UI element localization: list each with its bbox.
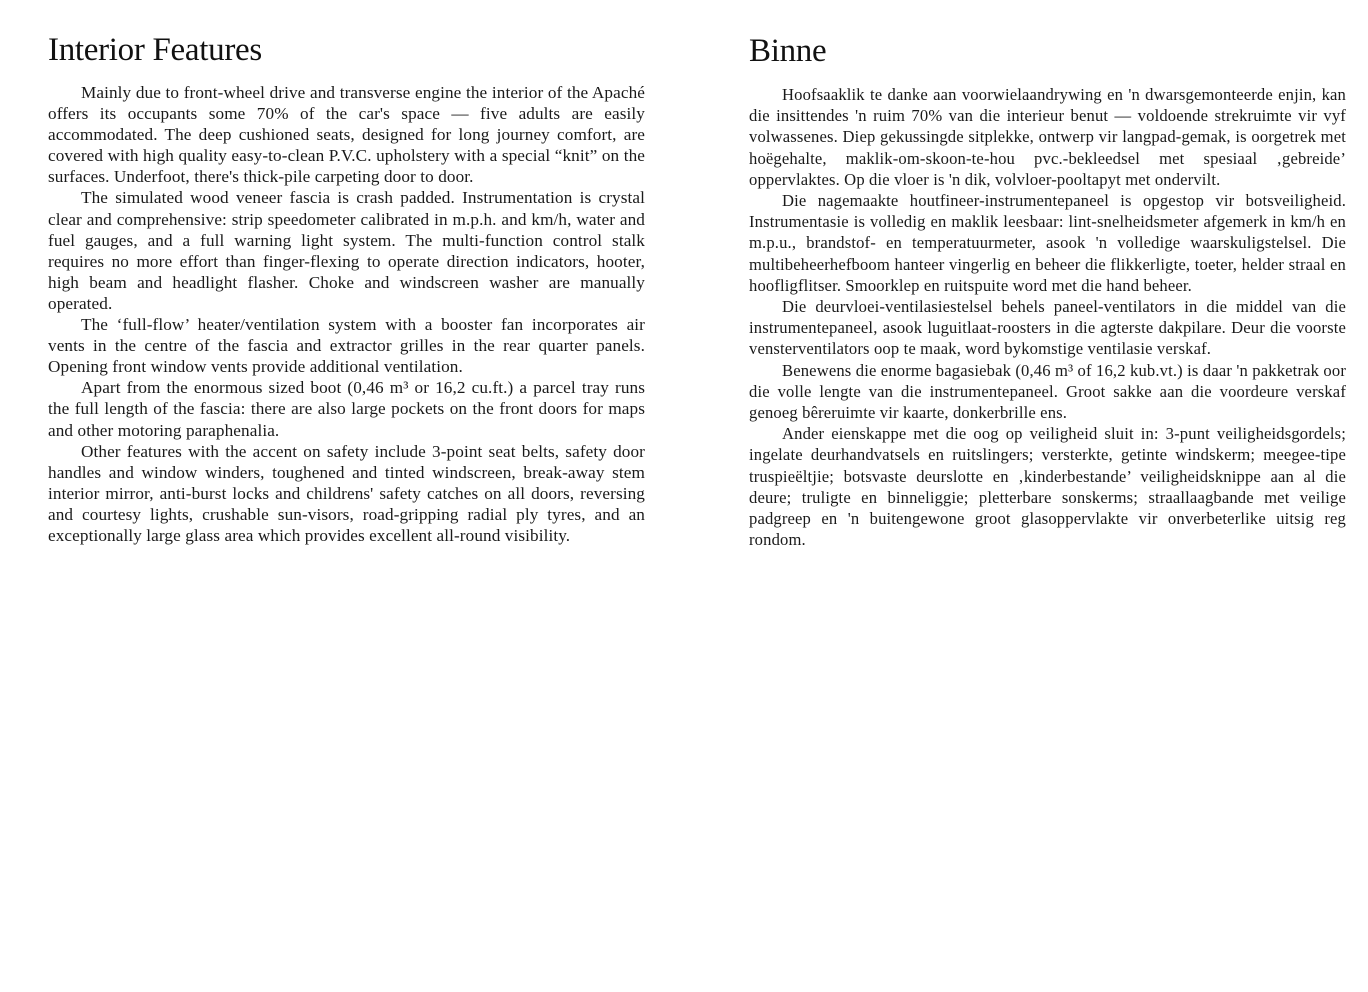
right-page-afrikaans (749, 0, 1349, 550)
left-paragraph-seating: Mainly due to front-wheel drive and transverse engine the interior of the Apaché offers its occupants some 70% of the car's space — five adults are easily accommodated. The deep cushioned seats, designed for long journey comfort, are covered with high quality easy-to-clean P.V.C. upholstery with a special “knit” on the surfaces. Underfoot, there's thick-pile carpeting door to door. (48, 83, 645, 187)
left-paragraph-boot: Apart from the enormous sized boot (0,46 m³ or 16,2 cu.ft.) a parcel tray runs the full length of the fascia: there are also large pockets on the front doors for maps and other motoring paraphenalia. (48, 378, 645, 440)
right-paragraph-ventilasie: Die deurvloei-ventilasiestelsel behels paneel-ventilators in die middel van die instrumentepaneel, asook luguitlaat-roosters in die agterste dakpilare. Deur die voorste vensterventilators oop te maak, word bykomstige ventilasie verskaf. (749, 297, 1346, 359)
page-title-binne: Binne (749, 33, 827, 69)
right-paragraph-instrumentepaneel: Die nagemaakte houtfineer-instrumentepaneel is opgestop vir botsveiligheid. Instrumentasie is volledig en maklik leesbaar: lint-snelheidsmeter afgemerk in km/h en m.p.u., brandstof- en temperatuurmeter, asook 'n volledige waarskuligstelsel. Die multibeheerhefboom hanteer vingerlig en beheer die flikkerligte, toeter, helder straal en hoofligflitser. Smoorklep en ruitspuite word met die hand beheer. (749, 191, 1346, 295)
page-title-interior-features: Interior Features (48, 32, 262, 68)
left-paragraph-ventilation: The ‘full-flow’ heater/ventilation system with a booster fan incorporates air vents in the centre of the fascia and extractor grilles in the rear quarter panels. Opening front window vents provide additional ventilation. (48, 315, 645, 377)
right-paragraph-sitplekke: Hoofsaaklik te danke aan voorwielaandrywing en 'n dwarsgemonteerde enjin, kan die insittendes 'n ruim 70% van die interieur benut — voldoende strekruimte vir vyf volwassenes. Diep gekussingde sitplekke, ontwerp vir langpad-gemak, is oorgetrek met hoëgehalte, maklik-om-skoon-te-hou pvc.-bekleedsel met spesiaal ‚gebreide’ oppervlaktes. Op die vloer is 'n dik, volvloer-pooltapyt met ondervilt. (749, 85, 1346, 189)
right-body-text (749, 84, 1346, 550)
left-page-english (48, 0, 648, 546)
left-paragraph-safety: Other features with the accent on safety include 3-point seat belts, safety door handles and window winders, toughened and tinted windscreen, break-away stem interior mirror, anti-burst locks and childrens' safety catches on all doors, reversing and courtesy lights, crushable sun-visors, road-gripping radial ply tyres, and an exceptionally large glass area which provides excellent all-round visibility. (48, 441, 645, 545)
left-paragraph-fascia: The simulated wood veneer fascia is crash padded. Instrumentation is crystal clear and comprehensive: strip speedometer calibrated in m.p.h. and km/h, water and fuel gauges, and a full warning light system. The multi-function control stalk requires no more effort than finger-flexing to operate direction indicators, hooter, high beam and headlight flasher. Choke and windscreen washer are manually operated. (48, 188, 645, 313)
right-paragraph-veiligheid: Ander eienskappe met die oog op veiligheid sluit in: 3-punt veiligheidsgordels; ingelate deurhandvatsels en ruitslingers; versterkte, getinte windskerm; meegee-tipe truspieëltjie; botsvaste deurslotte en ‚kinderbestande’ veiligheidsknippe aan al die deure; truligte en binneliggie; pletterbare sonskerms; straallaagbande met veilige padgreep en 'n buitengewone groot glasoppervlakte vir onverbeterlike uitsig reg rondom. (749, 424, 1346, 550)
right-paragraph-bagasiebak: Benewens die enorme bagasiebak (0,46 m³ of 16,2 kub.vt.) is daar 'n pakketrak oor die volle lengte van die instrumentepaneel. Groot sakke aan die voordeure verskaf genoeg bêreruimte vir kaarte, donkerbrille ens. (749, 360, 1346, 423)
left-body-text (48, 82, 645, 546)
